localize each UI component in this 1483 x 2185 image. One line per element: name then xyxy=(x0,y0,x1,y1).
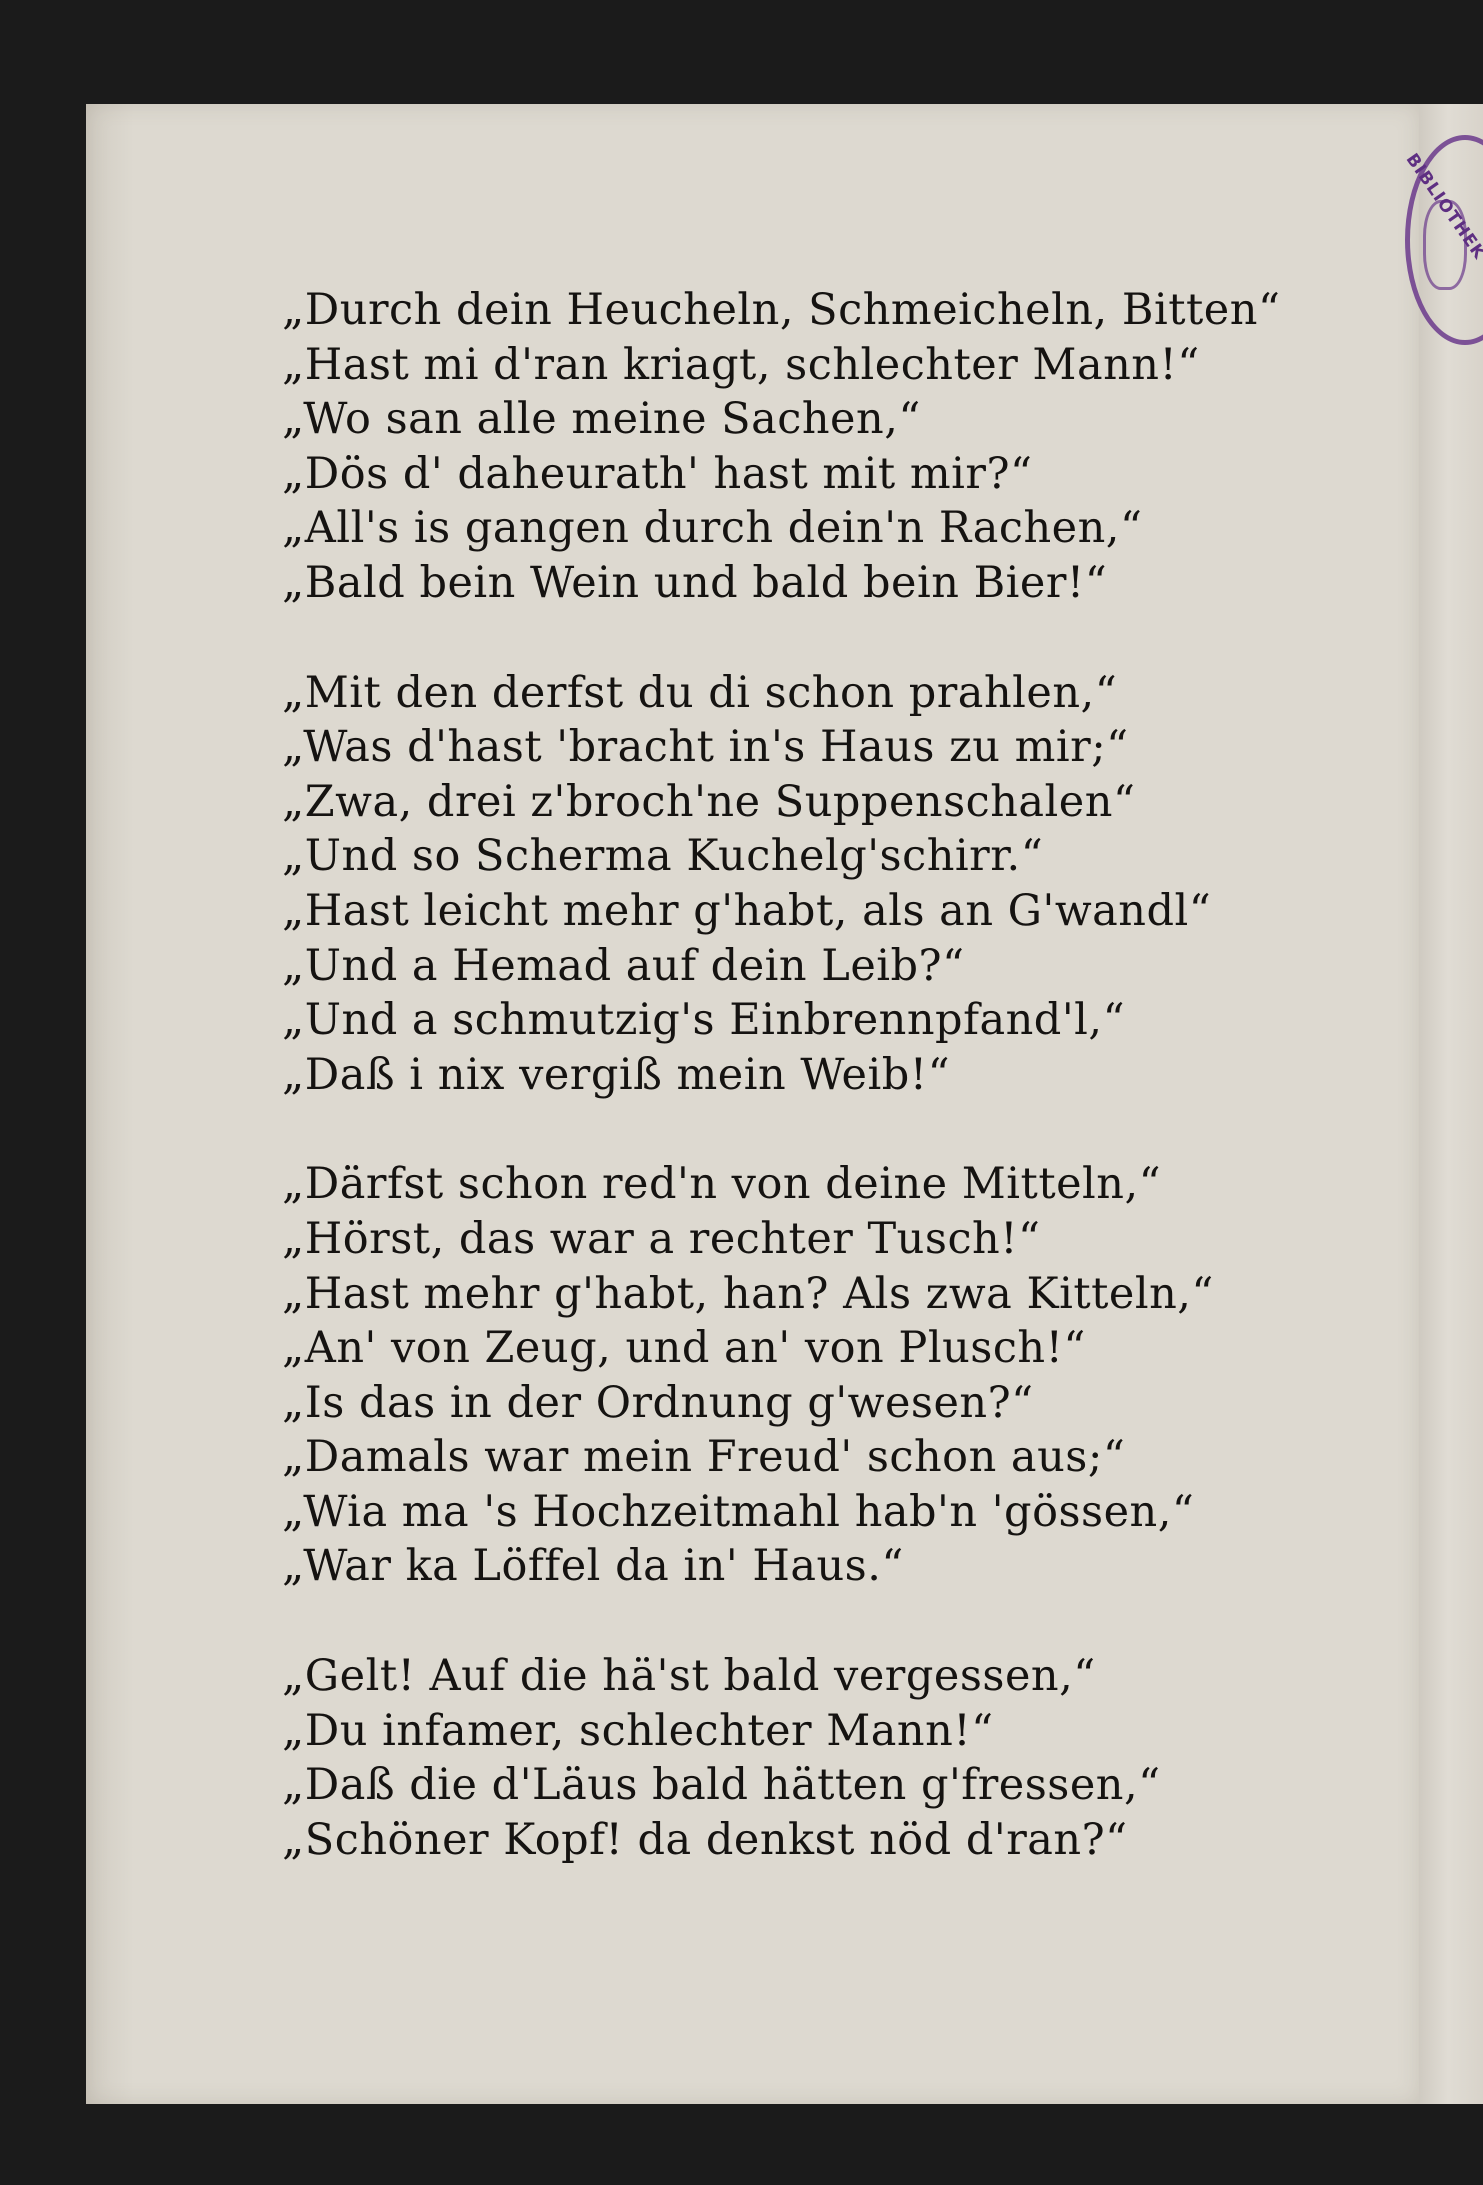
verse-line: „Hörst, das war a rechter Tusch!“ xyxy=(282,1213,1041,1264)
verse-line: „Daß die d'Läus bald hätten g'fressen,“ xyxy=(282,1760,1161,1811)
stanza-1 xyxy=(282,283,1282,611)
stanza-3 xyxy=(282,1157,1282,1594)
verse-line: „Hast mehr g'habt, han? Als zwa Kitteln,“ xyxy=(282,1268,1214,1319)
verse-line: „Du infamer, schlechter Mann!“ xyxy=(282,1705,994,1756)
page-gutter-shadow xyxy=(86,104,134,2104)
verse-line: „Und a schmutzig's Einbrennpfand'l,“ xyxy=(282,995,1126,1046)
verse-line: „Wo san alle meine Sachen,“ xyxy=(282,394,921,445)
verse-line: „Dös d' daheurath' hast mit mir?“ xyxy=(282,448,1033,499)
verse-line: „Zwa, drei z'broch'ne Suppenschalen“ xyxy=(282,776,1136,827)
verse-line: „Bald bein Wein und bald bein Bier!“ xyxy=(282,557,1108,608)
poem-text xyxy=(282,283,1282,1922)
verse-line: „Gelt! Auf die hä'st bald vergessen,“ xyxy=(282,1651,1096,1702)
verse-line: „Is das in der Ordnung g'wesen?“ xyxy=(282,1377,1034,1428)
verse-line: „Mit den derfst du di schon prahlen,“ xyxy=(282,667,1118,718)
verse-line: „Hast leicht mehr g'habt, als an G'wandl“ xyxy=(282,885,1212,936)
verse-line: „Und a Hemad auf dein Leib?“ xyxy=(282,940,965,991)
verse-line: „Hast mi d'ran kriagt, schlechter Mann!“ xyxy=(282,339,1200,390)
verse-line: „Daß i nix vergiß mein Weib!“ xyxy=(282,1049,951,1100)
stanza-2 xyxy=(282,666,1282,1103)
verse-line: „All's is gangen durch dein'n Rachen,“ xyxy=(282,503,1143,554)
verse-line: „Und so Scherma Kuchelg'schirr.“ xyxy=(282,831,1044,882)
stanza-4 xyxy=(282,1649,1282,1867)
verse-line: „Durch dein Heucheln, Schmeicheln, Bitten“ xyxy=(282,285,1281,335)
verse-line: „War ka Löffel da in' Haus.“ xyxy=(282,1541,904,1592)
verse-line: „Damals war mein Freud' schon aus;“ xyxy=(282,1432,1126,1483)
verse-line: „Därfst schon red'n von deine Mitteln,“ xyxy=(282,1159,1162,1210)
verse-line: „Was d'hast 'bracht in's Haus zu mir;“ xyxy=(282,722,1129,773)
verse-line: „Wia ma 's Hochzeitmahl hab'n 'gössen,“ xyxy=(282,1486,1195,1537)
verse-line: „Schöner Kopf! da denkst nöd d'ran?“ xyxy=(282,1814,1128,1865)
next-page-edge xyxy=(1419,104,1483,2104)
verse-line: „An' von Zeug, und an' von Plusch!“ xyxy=(282,1323,1086,1374)
